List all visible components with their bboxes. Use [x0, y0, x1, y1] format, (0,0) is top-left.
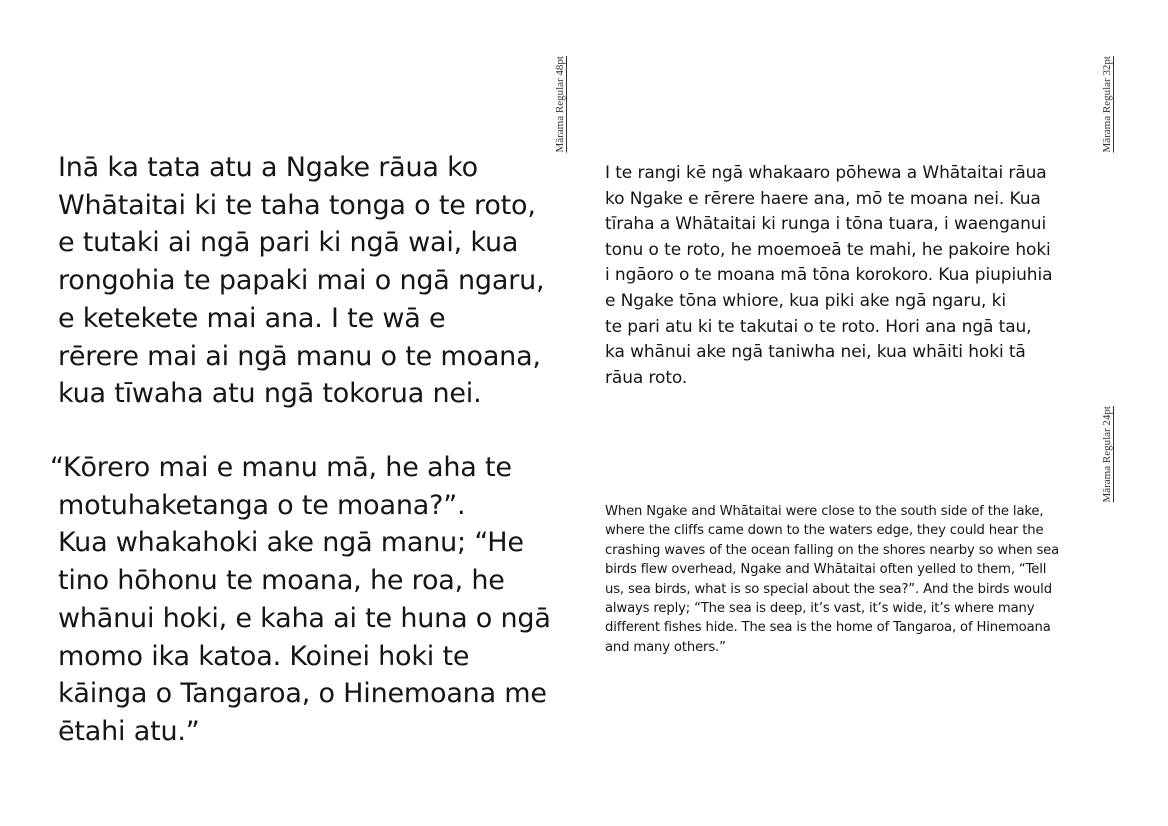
text-line: motuhaketanga o te moana?”. — [58, 489, 466, 521]
font-size-label-32pt: Mārama Regular 32pt — [1101, 56, 1113, 153]
specimen-48pt-paragraph-1 — [58, 149, 548, 413]
text-line: kāinga o Tangaroa, o Hinemoana me — [58, 678, 547, 710]
text-line: crashing waves of the ocean falling on the shores nearby so when sea — [605, 542, 1060, 558]
font-size-label-48pt: Mārama Regular 48pt — [554, 56, 566, 153]
font-size-label-24pt: Mārama Regular 24pt — [1101, 406, 1113, 503]
text-line: ko Ngake e rērere haere ana, mō te moana nei. Kua — [605, 188, 1041, 209]
specimen-24pt-paragraph — [605, 502, 1075, 657]
text-line: Inā ka tata atu a Ngake rāua ko — [58, 152, 478, 183]
text-line: rongohia te papaki mai o ngā ngaru, — [58, 265, 545, 297]
text-line: When Ngake and Whātaitai were close to the south side of the lake, — [605, 504, 1044, 519]
text-line: e ketekete mai ana. I te wā e — [58, 302, 446, 334]
text-line: tīraha a Whātaitai ki runga i tōna tuara, i waenganui — [605, 214, 1047, 235]
text-line: momo ika katoa. Koinei hoki te — [58, 640, 470, 672]
specimen-48pt-paragraph-2 — [50, 449, 551, 751]
text-line: rērere mai ai ngā manu o te moana, — [58, 340, 541, 372]
text-line: e Ngake tōna whiore, kua piki ake ngā ngaru, ki — [605, 290, 1006, 311]
text-line: whānui hoki, e kaha ai te huna o ngā — [58, 602, 551, 634]
text-line: ētahi atu.” — [58, 715, 200, 747]
text-line: where the cliffs came down to the waters edge, they could hear the — [605, 523, 1044, 539]
text-line: tonu o te roto, he moemoeā te mahi, he pakoire hoki — [605, 239, 1051, 260]
text-line: kua tīwaha atu ngā tokorua nei. — [58, 378, 482, 410]
text-line: always reply; “The sea is deep, it’s vast, it’s wide, it’s where many — [605, 601, 1035, 617]
text-line: Kua whakahoki ake ngā manu; “He — [58, 527, 524, 559]
text-line: I te rangi kē ngā whakaaro pōhewa a Whātaitai rāua — [605, 163, 1047, 183]
text-line: i ngāoro o te moana mā tōna korokoro. Kua piupiuhia — [605, 265, 1053, 286]
text-line: rāua roto. — [605, 367, 688, 388]
text-line: te pari atu ki te takutai o te roto. Hori ana ngā tau, — [605, 316, 1032, 337]
text-line: ka whānui ake ngā taniwha nei, kua whāiti hoki tā — [605, 342, 1026, 363]
text-line: Whātaitai ki te taha tonga o te roto, — [58, 189, 536, 221]
text-line: different fishes hide. The sea is the home of Tangaroa, of Hinemoana — [605, 620, 1051, 636]
text-line: e tutaki ai ngā pari ki ngā wai, kua — [58, 227, 519, 259]
text-line: and many others.” — [605, 639, 726, 655]
text-line: us, sea birds, what is so special about the sea?”. And the birds would — [605, 581, 1052, 597]
text-line: “Kōrero mai e manu mā, he aha te — [50, 452, 512, 483]
specimen-32pt-paragraph — [605, 161, 1085, 391]
text-line: birds flew overhead, Ngake and Whātaitai often yelled to them, “Tell — [605, 562, 1047, 578]
text-line: tino hōhonu te moana, he roa, he — [58, 565, 505, 597]
